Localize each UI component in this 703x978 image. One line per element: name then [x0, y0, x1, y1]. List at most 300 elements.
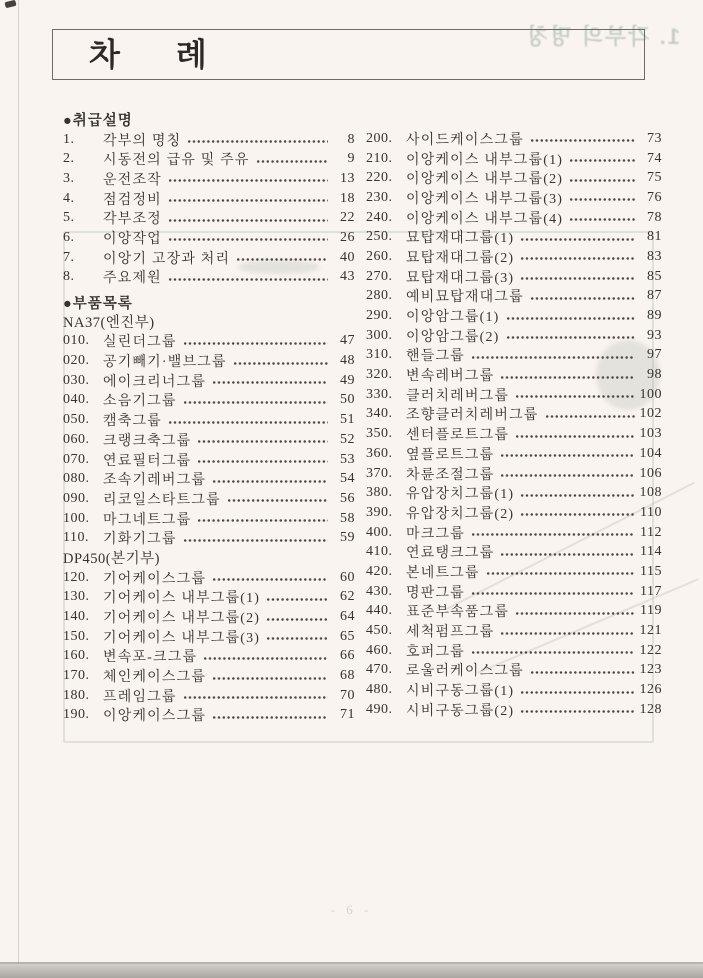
entry-label: 주요제원	[103, 271, 162, 287]
entry-page-number: 114	[640, 544, 662, 560]
toc-entry	[366, 326, 662, 346]
entry-page-number: 58	[340, 510, 355, 526]
entry-label: 조향클러치레버그룹	[406, 408, 539, 424]
dot-leader	[500, 552, 635, 557]
dot-leader	[212, 715, 328, 720]
entry-page-number: 53	[340, 451, 355, 467]
entry-page-number: 68	[340, 668, 355, 684]
dot-leader	[256, 159, 328, 164]
entry-number: 480.	[366, 682, 393, 698]
entry-page-number: 81	[647, 229, 662, 245]
entry-number: 020.	[63, 353, 90, 369]
entry-page-number: 18	[340, 190, 355, 206]
scan-edge-line	[18, 0, 19, 978]
entry-label: 시비구동그룹(2)	[406, 703, 515, 719]
entry-label: 에이크리너그룹	[103, 374, 207, 390]
toc-entry	[366, 247, 662, 267]
entry-page-number: 78	[647, 209, 662, 225]
entry-page-number: 75	[647, 170, 662, 186]
entry-label: 클러치레버그룹	[406, 388, 510, 404]
toc-entry	[63, 351, 355, 371]
toc-entry	[366, 523, 662, 543]
entry-label: 로울러케이스그룹	[406, 664, 524, 680]
dot-leader	[168, 420, 328, 425]
toc-entry	[366, 621, 662, 641]
dot-leader	[520, 237, 635, 242]
entry-number: 470.	[366, 662, 393, 678]
entry-label: 프레임그룹	[103, 689, 177, 705]
dot-leader	[168, 198, 328, 203]
entry-number: 240.	[366, 209, 393, 225]
entry-page-number: 51	[340, 412, 355, 428]
toc-entry	[63, 647, 355, 667]
entry-label: 마그네트그룹	[103, 512, 192, 528]
bleedthrough-reversed-title: 1. 각부의 명칭	[525, 24, 680, 49]
entry-page-number: 71	[340, 707, 355, 723]
entry-page-number: 62	[340, 589, 355, 605]
toc-entry	[366, 365, 662, 385]
entry-label: 호퍼그룹	[406, 644, 465, 660]
dot-leader	[520, 276, 635, 281]
entry-number: 440.	[366, 603, 393, 619]
entry-label: 이앙케이스 내부그룹(2)	[406, 172, 564, 188]
dot-leader	[545, 414, 635, 419]
entry-page-number: 98	[647, 367, 662, 383]
dot-leader	[471, 532, 635, 537]
dot-leader	[569, 178, 635, 183]
entry-label: 이앙기 고장과 처리	[103, 251, 231, 267]
toc-entry	[366, 483, 662, 503]
entry-number: 260.	[366, 248, 393, 264]
toc-entry	[63, 268, 355, 288]
entry-page-number: 13	[340, 170, 355, 186]
dot-leader	[569, 197, 635, 202]
entry-page-number: 73	[647, 130, 662, 146]
entry-number: 190.	[63, 707, 90, 723]
toc-section	[63, 292, 355, 312]
entry-label: 이앙케이스 내부그룹(1)	[406, 152, 564, 168]
dot-leader	[212, 380, 328, 385]
entry-page-number: 100	[639, 386, 662, 402]
entry-label: 기화기그룹	[103, 532, 177, 548]
entry-number: 100.	[63, 510, 90, 526]
toc-entry	[63, 430, 355, 450]
entry-number: 1.	[63, 131, 75, 147]
entry-page-number: 119	[640, 603, 662, 619]
dot-leader	[500, 375, 635, 380]
entry-number: 230.	[366, 189, 393, 205]
dot-leader	[266, 617, 328, 622]
entry-number: 150.	[63, 628, 90, 644]
toc-entry	[63, 686, 355, 706]
entry-page-number: 64	[340, 609, 355, 625]
toc-entry	[366, 562, 662, 582]
toc-entry	[366, 346, 662, 366]
dot-leader	[471, 650, 635, 655]
entry-label: 소음기그룹	[103, 394, 177, 410]
entry-number: 250.	[366, 229, 393, 245]
entry-number: 040.	[63, 392, 90, 408]
entry-page-number: 40	[340, 249, 355, 265]
dot-leader	[506, 335, 635, 340]
entry-page-number: 128	[639, 701, 662, 717]
entry-number: 170.	[63, 668, 90, 684]
entry-number: 200.	[366, 130, 393, 146]
toc-column-left	[63, 110, 355, 725]
dot-leader	[486, 571, 635, 576]
entry-number: 410.	[366, 544, 393, 560]
entry-label: 변속포-크그룹	[103, 650, 198, 666]
toc-entry	[63, 528, 355, 548]
entry-number: 270.	[366, 268, 393, 284]
entry-page-number: 22	[340, 210, 355, 226]
entry-label: 공기빼기·밸브그룹	[103, 355, 227, 371]
entry-label: 기어케이스 내부그룹(1)	[103, 591, 261, 607]
toc-entry	[366, 267, 662, 287]
entry-number: 010.	[63, 333, 90, 349]
entry-page-number: 126	[639, 682, 662, 698]
toc-entry	[366, 661, 662, 681]
dot-leader	[506, 316, 635, 321]
entry-label: 유압장치그룹(2)	[406, 506, 515, 522]
entry-number: 360.	[366, 445, 393, 461]
entry-label: 기어케이스 내부그룹(2)	[103, 611, 261, 627]
entry-page-number: 48	[340, 353, 355, 369]
entry-number: 460.	[366, 642, 393, 658]
toc-entry	[366, 188, 662, 208]
dot-leader	[266, 597, 328, 602]
dot-leader	[233, 361, 328, 366]
entry-page-number: 106	[639, 465, 662, 481]
toc-entry	[63, 588, 355, 608]
entry-label: 이앙작업	[103, 231, 162, 247]
dot-leader	[212, 479, 328, 484]
entry-page-number: 108	[639, 485, 662, 501]
dot-leader	[168, 277, 328, 282]
toc-section	[63, 110, 355, 130]
entry-page-number: 122	[639, 642, 662, 658]
toc-entry	[63, 568, 355, 588]
dot-leader	[530, 670, 635, 675]
entry-label: 변속레버그룹	[406, 369, 495, 385]
dot-leader	[236, 257, 328, 262]
entry-page-number: 85	[647, 268, 662, 284]
entry-label: 사이드케이스그룹	[406, 132, 524, 148]
entry-number: 060.	[63, 431, 90, 447]
dot-leader	[197, 459, 328, 464]
entry-number: 330.	[366, 386, 393, 402]
dot-leader	[168, 237, 328, 242]
entry-page-number: 115	[640, 563, 662, 579]
entry-page-number: 52	[340, 431, 355, 447]
entry-label: 명판그룹	[406, 585, 465, 601]
entry-page-number: 60	[340, 569, 355, 585]
entry-number: 080.	[63, 471, 90, 487]
toc-subheader	[63, 312, 355, 332]
entry-label: 크랭크축그룹	[103, 433, 192, 449]
entry-page-number: 56	[340, 490, 355, 506]
entry-label: 각부조정	[103, 212, 162, 228]
entry-page-number: 117	[640, 583, 662, 599]
entry-number: 300.	[366, 327, 393, 343]
entry-label: 체인케이스그룹	[103, 670, 207, 686]
entry-label: 예비묘탑재대그룹	[406, 290, 524, 306]
entry-page-number: 103	[639, 426, 662, 442]
entry-number: 4.	[63, 190, 75, 206]
entry-page-number: 76	[647, 189, 662, 205]
entry-label: 조속기레버그룹	[103, 473, 207, 489]
entry-number: 390.	[366, 504, 393, 520]
entry-number: 340.	[366, 406, 393, 422]
page-title: 차 례	[89, 36, 210, 73]
page-number: - 6 -	[330, 902, 373, 917]
toc-subheader	[63, 548, 355, 568]
entry-page-number: 54	[340, 471, 355, 487]
dot-leader	[471, 355, 635, 360]
entry-page-number: 9	[347, 151, 355, 167]
entry-label: 이앙암그룹(2)	[406, 329, 500, 345]
toc-entry	[63, 706, 355, 726]
toc-entry	[63, 469, 355, 489]
entry-label: 핸들그룹	[406, 349, 465, 365]
entry-page-number: 47	[340, 333, 355, 349]
entry-label: 유압장치그룹(1)	[406, 487, 515, 503]
toc-entry	[366, 405, 662, 425]
entry-page-number: 93	[647, 327, 662, 343]
entry-number: 400.	[366, 524, 393, 540]
toc-entry	[63, 248, 355, 268]
entry-page-number: 89	[647, 308, 662, 324]
toc-entry	[366, 149, 662, 169]
entry-page-number: 59	[340, 530, 355, 546]
dot-leader	[183, 695, 328, 700]
dot-leader	[227, 498, 328, 503]
entry-label: 기어케이스그룹	[103, 571, 207, 587]
toc-entry	[63, 189, 355, 209]
entry-page-number: 26	[340, 229, 355, 245]
entry-number: 090.	[63, 490, 90, 506]
toc-entry	[366, 641, 662, 661]
entry-page-number: 87	[647, 288, 662, 304]
toc-entry	[366, 503, 662, 523]
entry-number: 430.	[366, 583, 393, 599]
toc-entry	[366, 168, 662, 188]
toc-entry	[63, 410, 355, 430]
toc-entry	[63, 130, 355, 150]
toc-entry	[366, 287, 662, 307]
dot-leader	[569, 158, 635, 163]
dot-leader	[183, 538, 328, 543]
entry-number: 310.	[366, 347, 393, 363]
entry-label: 마크그룹	[406, 526, 465, 542]
entry-number: 6.	[63, 229, 75, 245]
entry-page-number: 8	[347, 131, 355, 147]
toc-entry	[366, 582, 662, 602]
entry-label: 세척펌프그룹	[406, 625, 495, 641]
toc-entry	[63, 666, 355, 686]
toc-entry	[366, 424, 662, 444]
entry-number: 070.	[63, 451, 90, 467]
toc-entry	[63, 332, 355, 352]
entry-label: 각부의 명칭	[103, 133, 182, 149]
toc-entry	[366, 306, 662, 326]
dot-leader	[520, 493, 635, 498]
toc-entry	[366, 680, 662, 700]
toc-entry	[63, 149, 355, 169]
dot-leader	[266, 636, 328, 641]
dot-leader	[530, 296, 635, 301]
entry-label: 연료필터그룹	[103, 453, 192, 469]
dot-leader	[168, 178, 328, 183]
entry-number: 140.	[63, 609, 90, 625]
entry-number: 7.	[63, 249, 75, 265]
entry-label: 실린더그룹	[103, 335, 177, 351]
entry-number: 120.	[63, 569, 90, 585]
dot-leader	[212, 577, 328, 582]
dot-leader	[203, 656, 328, 661]
entry-number: 490.	[366, 701, 393, 717]
entry-number: 030.	[63, 372, 90, 388]
entry-label: 리코일스타트그룹	[103, 492, 221, 508]
entry-page-number: 43	[340, 269, 355, 285]
entry-number: 220.	[366, 170, 393, 186]
toc-entry	[366, 700, 662, 720]
toc-title-box	[52, 29, 645, 80]
entry-number: 2.	[63, 151, 75, 167]
entry-label: 옆플로트그룹	[406, 447, 495, 463]
entry-number: 350.	[366, 426, 393, 442]
toc-entry	[366, 464, 662, 484]
entry-number: 180.	[63, 687, 90, 703]
toc-entry	[63, 228, 355, 248]
toc-entry	[366, 602, 662, 622]
dot-leader	[500, 453, 635, 458]
dot-leader	[515, 611, 635, 616]
entry-page-number: 102	[639, 406, 662, 422]
entry-label: 묘탑재대그룹(3)	[406, 270, 515, 286]
entry-label: 이앙케이스 내부그룹(4)	[406, 211, 564, 227]
entry-number: 110.	[63, 530, 89, 546]
dot-leader	[500, 631, 635, 636]
toc-entry	[63, 208, 355, 228]
entry-label: 센터플로트그룹	[406, 428, 510, 444]
entry-page-number: 110	[640, 504, 662, 520]
entry-page-number: 83	[647, 248, 662, 264]
entry-number: 050.	[63, 412, 90, 428]
dot-leader	[515, 434, 635, 439]
dot-leader	[520, 690, 635, 695]
entry-number: 210.	[366, 150, 393, 166]
entry-number: 370.	[366, 465, 393, 481]
entry-number: 280.	[366, 288, 393, 304]
toc-entry	[63, 169, 355, 189]
dot-leader	[183, 341, 328, 346]
dot-leader	[197, 439, 328, 444]
section-label: DP450(본기부)	[63, 551, 160, 568]
dot-leader	[569, 217, 635, 222]
entry-label: 시비구동그룹(1)	[406, 684, 515, 700]
entry-page-number: 104	[639, 445, 662, 461]
entry-label: 차륜조절그룹	[406, 467, 495, 483]
toc-entry	[63, 371, 355, 391]
dot-leader	[530, 138, 635, 143]
dot-leader	[471, 591, 635, 596]
entry-number: 420.	[366, 563, 393, 579]
entry-label: 이앙암그룹(1)	[406, 310, 500, 326]
entry-page-number: 74	[647, 150, 662, 166]
dot-leader	[168, 218, 328, 223]
entry-page-number: 50	[340, 392, 355, 408]
dot-leader	[183, 400, 328, 405]
entry-number: 450.	[366, 623, 393, 639]
scan-artifact-mark	[4, 0, 16, 8]
toc-entry	[63, 391, 355, 411]
entry-number: 160.	[63, 648, 90, 664]
scan-bottom-band	[0, 964, 703, 978]
toc-entry	[366, 208, 662, 228]
dot-leader	[520, 512, 635, 517]
entry-number: 5.	[63, 210, 75, 226]
dot-leader	[197, 518, 328, 523]
toc-entry	[366, 129, 662, 149]
entry-page-number: 123	[639, 662, 662, 678]
entry-label: 이앙케이스그룹	[103, 709, 207, 725]
section-label: NA37(엔진부)	[63, 315, 155, 332]
entry-label: 묘탑재대그룹(1)	[406, 231, 515, 247]
toc-entry	[63, 627, 355, 647]
entry-label: 운전조작	[103, 172, 162, 188]
toc-entry	[63, 509, 355, 529]
dot-leader	[212, 676, 328, 681]
toc-entry	[366, 385, 662, 405]
entry-label: 이앙케이스 내부그룹(3)	[406, 191, 564, 207]
dot-leader	[500, 473, 635, 478]
entry-page-number: 70	[340, 687, 355, 703]
section-label: ●취급설명	[63, 113, 133, 130]
toc-column-right	[366, 129, 662, 720]
entry-label: 점검정비	[103, 192, 162, 208]
entry-number: 320.	[366, 367, 393, 383]
entry-label: 표준부속품그룹	[406, 605, 510, 621]
entry-label: 시동전의 급유 및 주유	[103, 153, 250, 169]
section-label: ●부품목록	[63, 295, 133, 312]
entry-number: 380.	[366, 485, 393, 501]
entry-label: 연료탱크그룹	[406, 546, 495, 562]
toc-entry	[63, 450, 355, 470]
entry-page-number: 66	[340, 648, 355, 664]
entry-page-number: 112	[640, 524, 662, 540]
dot-leader	[520, 256, 635, 261]
entry-label: 캠축그룹	[103, 414, 162, 430]
toc-entry	[63, 607, 355, 627]
toc-entry	[366, 444, 662, 464]
entry-number: 290.	[366, 308, 393, 324]
entry-number: 3.	[63, 170, 75, 186]
dot-leader	[515, 394, 635, 399]
entry-label: 기어케이스 내부그룹(3)	[103, 630, 261, 646]
dot-leader	[520, 709, 635, 714]
entry-page-number: 65	[340, 628, 355, 644]
entry-label: 묘탑재대그룹(2)	[406, 250, 515, 266]
entry-page-number: 49	[340, 372, 355, 388]
toc-entry	[63, 489, 355, 509]
dot-leader	[187, 139, 328, 144]
entry-label: 본네트그룹	[406, 565, 480, 581]
entry-page-number: 121	[639, 623, 662, 639]
entry-number: 130.	[63, 589, 90, 605]
toc-entry	[366, 542, 662, 562]
toc-entry	[366, 227, 662, 247]
